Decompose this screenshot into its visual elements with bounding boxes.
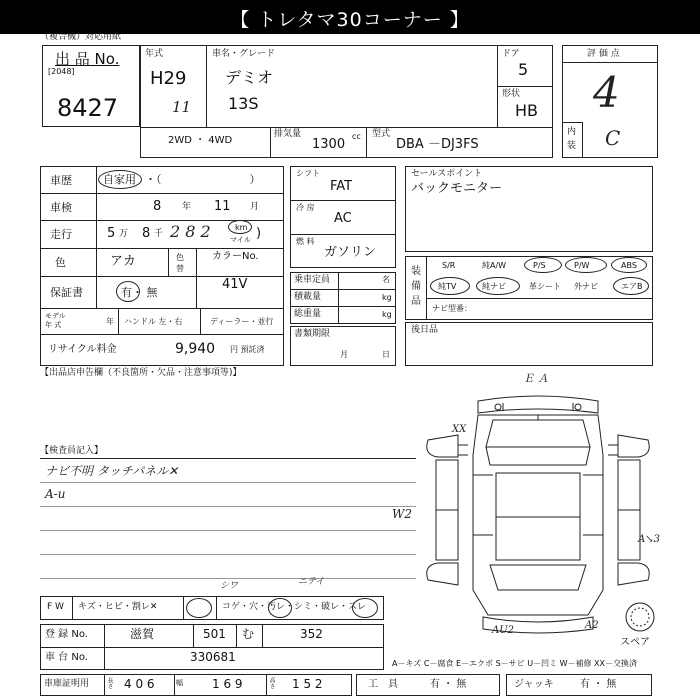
dealer: ディーラー・並行 [210,317,274,326]
doors-value: 5 [518,60,529,79]
load-label: 積載量 [294,292,322,302]
banner-title: 【 トレタマ30コーナー 】 [230,9,470,31]
equip-ps: P/S [533,261,546,270]
shift-value: FAT [330,179,353,194]
mileage-label: 走行 [50,228,72,241]
cert-width: 1 6 9 [212,677,243,691]
year-label: 年式 [145,49,164,59]
mileage-km: km [235,223,248,232]
reg-num: 352 [300,627,323,641]
history-options: 自家用 [103,173,136,186]
handle: ハンドル 左・右 [124,317,183,326]
doc-month: 月 [340,350,348,359]
interior-label: 内 装 [567,127,577,151]
score-value: 4 [593,68,620,117]
mileage-sen: 8 [142,226,151,241]
warranty-options: 有・ 無 [121,286,158,299]
model-label: 型式 [372,129,391,139]
post-label: 後日品 [411,325,439,335]
equip-abs: ABS [621,261,637,270]
mileage-man: 5 [107,226,116,241]
tools-label: 工 具 [368,679,398,690]
inspector-label: 【検査員記入】 [40,446,104,456]
model-year-label: モデル 年 式 [45,312,66,330]
interior-value: C [605,126,621,150]
shape-label: 形状 [502,89,521,99]
color-no-label: カラーNo. [212,251,259,262]
doc-day: 日 [382,350,390,359]
mileage-mile: マイル [230,236,251,244]
mark-right: A↘3 [638,534,660,545]
recycle-unit: 円 預託済 [230,345,265,354]
cert-w-unit: 幅 [176,679,183,687]
grade: 13S [228,94,259,113]
shape-value: HB [515,101,539,120]
month-value: 11 [172,98,192,116]
doors-label: ドア [502,49,520,59]
legend: A－キズ C－腐食 E－エクボ S－サビ U－凹ミ W－補修 XX－交換済 [392,659,638,668]
chassis-label: 車 台 No. [45,652,88,663]
inspection-label: 車検 [50,201,72,214]
mark-a-left: シワ [220,581,239,591]
form-note: （複合機）対応用紙 [40,32,122,42]
recycle-value: 9,940 [175,341,216,357]
equip-aw: 純A/W [482,261,507,270]
post-box [405,322,653,366]
year-value: H29 [150,68,187,89]
capacity-label: 乗車定員 [294,275,331,285]
nav-label: ナビ型番： [432,304,472,313]
cert-h-unit: 高さ [268,677,275,689]
sales-value: バックモニター [411,181,503,196]
tools-options: 有 ・ 無 [430,679,467,690]
equip-navi: 純ナビ [482,282,506,291]
sales-label: セールスポイント [411,169,483,179]
ac-value: AC [334,211,352,226]
condition-items2: コゲ・穴・汚レ・シミ・破レ・スレ [222,602,367,612]
jack-options: 有 ・ 無 [580,679,617,690]
model-year-unit: 年 [106,317,114,326]
inspector-line2: A-u [45,487,66,501]
displacement-value: 1300 [312,137,346,152]
color-label: 色 [55,256,66,269]
equip-leather: 革シート [529,282,561,291]
lot-number: 8427 [57,94,119,122]
mileage-paren: ) [256,226,262,241]
ac-label: 冷 房 [296,203,315,212]
mark-bottom-left: AU2 [492,625,515,636]
equip-sr: S/R [442,261,456,270]
equipment-label: 装 備 品 [411,266,421,307]
cert-length: 4 0 6 [124,677,155,691]
reg-kana: む [242,627,255,641]
fuel-label: 燃 料 [296,237,315,246]
cert-l-unit: 長さ [106,677,113,689]
weight-label: 総重量 [294,309,322,319]
car-name: デミオ [225,68,274,87]
condition-label: F W [47,602,64,612]
capacity-unit: 名 [382,275,390,284]
inspector-line1: ナビ不明 タッチパネル✕ [45,464,179,478]
reg-class: 501 [203,627,226,641]
displacement-label: 排気量 [274,129,302,139]
mark-a-right: ニテイ [298,577,325,587]
mark-top: Ｅ Ａ [523,372,549,385]
color-no-value: 41V [222,277,248,292]
load-unit: kg [382,293,392,302]
reg-pref: 滋賀 [130,627,155,641]
lot-tag: [2048] [48,67,75,76]
jack-label: ジャッキ [514,679,554,690]
model-value: DBA －DJ3FS [396,137,479,152]
cert-label: 車庫証明用 [44,679,90,689]
inspection-month: 11 [214,199,231,214]
mark-left-upper: XX [452,424,467,435]
equip-pw: P/W [574,261,590,270]
mark-left: W2 [392,507,412,521]
mileage-man-unit: 万 [119,229,129,239]
details-box [40,166,284,366]
displacement-unit: cc [352,132,361,141]
chassis-value: 330681 [190,650,236,664]
inspection-year: 8 [153,199,162,214]
drive: 2WD ・ 4WD [168,135,233,146]
reg-label: 登 録 No. [45,629,88,640]
fuel-value: ガソリン [324,245,377,260]
equip-ext-navi: 外ナビ [574,282,598,291]
recycle-label: リサイクル料金 [48,344,117,355]
inspection-month-unit: 月 [250,202,260,212]
equip-airbag: エアB [621,282,643,291]
color-change-label: 色 替 [176,253,184,274]
mileage-hand: 2 8 2 [170,222,211,241]
inspection-year-unit: 年 [182,202,192,212]
equip-tv: 純TV [438,282,457,291]
history-rest: ・（ ） [145,173,261,186]
shift-label: シフト [296,169,320,178]
history-label: 車歴 [50,174,72,187]
cert-height: 1 5 2 [292,677,323,691]
warranty-label: 保証書 [50,286,83,299]
doc-label: 書類期限 [294,329,331,339]
weight-unit: kg [382,310,392,319]
score-label: 評 価 点 [587,49,620,59]
spare-label: スペア [620,637,650,648]
condition-items: キズ・ヒビ・割レ✕ [78,602,158,612]
report-label: 【出品店申告欄（不良箇所・欠品・注意事項等)】 [40,368,242,378]
mileage-sen-unit: 千 [154,229,164,239]
color-value: アカ [110,254,136,269]
name-label: 車名・グレード [212,49,276,59]
lot-label: 出 品 No. [55,50,120,68]
mark-bottom-right: A2 [585,620,599,631]
